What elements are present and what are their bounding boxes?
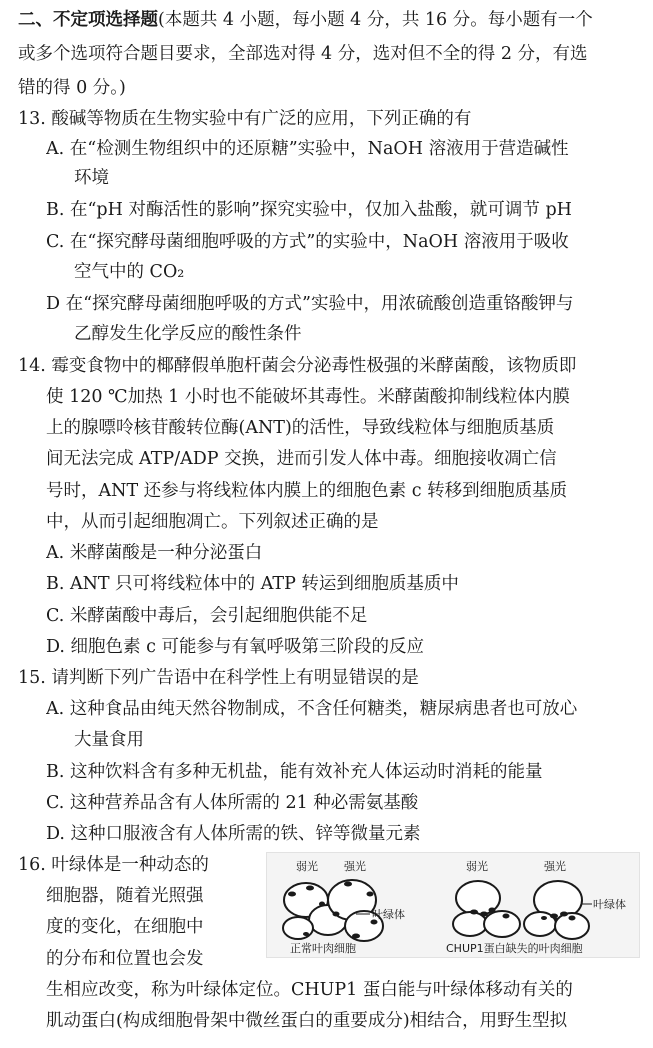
q14-stem-line-5: 号时，ANT 还参与将线粒体内膜上的细胞色素 c 转移到细胞质基质 bbox=[46, 481, 568, 501]
q13-option-b: B. 在“pH 对酶活性的影响”探究实验中，仅加入盐酸，就可调节 pH bbox=[46, 200, 572, 220]
mutant-chloroplast-label: 叶绿体 bbox=[593, 898, 626, 911]
q16-stem-line-3: 度的变化，在细胞中 bbox=[46, 917, 204, 937]
q14-option-b: B. ANT 只可将线粒体中的 ATP 转运到细胞质基质中 bbox=[46, 574, 459, 594]
q13-option-c-line-1: C. 在“探究酵母菌细胞呼吸的方式”的实验中，NaOH 溶液用于吸收 bbox=[46, 232, 569, 252]
q15-option-a-line-1: A. 这种食品由纯天然谷物制成，不含任何糖类，糖尿病患者也可放心 bbox=[46, 699, 578, 719]
q14-stem-line-4: 间无法完成 ATP/ADP 交换，进而引发人体中毒。细胞接收凋亡信 bbox=[46, 449, 557, 469]
q13-option-a-line-1: A. 在“检测生物组织中的还原糖”实验中，NaOH 溶液用于营造碱性 bbox=[46, 139, 569, 159]
q13-option-c-line-2: 空气中的 CO₂ bbox=[74, 262, 185, 282]
q15-stem: 15. 请判断下列广告语中在科学性上有明显错误的是 bbox=[18, 668, 419, 688]
q13-option-d-line-1: D 在“探究酵母菌细胞呼吸的方式”实验中，用浓硫酸创造重铬酸钾与 bbox=[46, 294, 574, 314]
q14-stem-line-1: 14. 霉变食物中的椰酵假单胞杆菌会分泌毒性极强的米酵菌酸，该物质即 bbox=[18, 356, 577, 376]
q16-stem-line-4: 的分布和位置也会发 bbox=[46, 949, 204, 969]
q14-stem-line-6: 中，从而引起细胞凋亡。下列叙述正确的是 bbox=[46, 512, 379, 532]
q14-option-d: D. 细胞色素 c 可能参与有氧呼吸第三阶段的反应 bbox=[46, 637, 424, 657]
section-instructions-3: 错的得 0 分。) bbox=[18, 78, 126, 98]
chloroplast-figure bbox=[266, 852, 640, 958]
q13-stem: 13. 酸碱等物质在生物实验中有广泛的应用，下列正确的有 bbox=[18, 109, 472, 129]
q15-option-b: B. 这种饮料含有多种无机盐，能有效补充人体运动时消耗的能量 bbox=[46, 762, 543, 782]
q15-option-c: C. 这种营养品含有人体所需的 21 种必需氨基酸 bbox=[46, 793, 419, 813]
q14-stem-line-2: 使 120 ℃加热 1 小时也不能破坏其毒性。米酵菌酸抑制线粒体内膜 bbox=[46, 387, 570, 407]
section-heading: 二、不定项选择题 bbox=[18, 10, 158, 30]
section-instructions-1: (本题共 4 小题，每小题 4 分，共 16 分。每小题有一个 bbox=[158, 10, 593, 30]
q13-option-a-line-2: 环境 bbox=[74, 168, 109, 188]
normal-strong-light-label: 强光 bbox=[344, 860, 366, 873]
q16-stem-line-5: 生相应改变，称为叶绿体定位。CHUP1 蛋白能与叶绿体移动有关的 bbox=[46, 980, 573, 1000]
chloroplast-figure-svg bbox=[266, 852, 640, 958]
normal-weak-light-label: 弱光 bbox=[296, 860, 318, 873]
q16-stem-line-1: 16. 叶绿体是一种动态的 bbox=[18, 855, 209, 875]
mutant-cell-caption: CHUP1蛋白缺失的叶肉细胞 bbox=[446, 942, 583, 955]
q14-option-a: A. 米酵菌酸是一种分泌蛋白 bbox=[46, 543, 263, 563]
q13-option-d-line-2: 乙醇发生化学反应的酸性条件 bbox=[74, 324, 302, 344]
normal-chloroplast-label: 叶绿体 bbox=[372, 908, 405, 921]
q15-option-d: D. 这种口服液含有人体所需的铁、锌等微量元素 bbox=[46, 824, 421, 844]
q14-stem-line-3: 上的腺嘌呤核苷酸转位酶(ANT)的活性，导致线粒体与细胞质基质 bbox=[46, 418, 555, 438]
normal-cell-group bbox=[283, 880, 383, 941]
normal-cell-caption: 正常叶肉细胞 bbox=[290, 942, 356, 955]
mutant-strong-light-label: 强光 bbox=[544, 860, 566, 873]
section-instructions-2: 或多个选项符合题目要求，全部选对得 4 分，选对但不全的得 2 分，有选 bbox=[18, 44, 588, 64]
q15-option-a-line-2: 大量食用 bbox=[74, 730, 144, 750]
mutant-weak-light-label: 弱光 bbox=[466, 860, 488, 873]
section-header-line-1 bbox=[18, 4, 640, 36]
q16-stem-line-6: 肌动蛋白(构成细胞骨架中微丝蛋白的重要成分)相结合，用野生型拟 bbox=[46, 1011, 568, 1031]
q14-option-c: C. 米酵菌酸中毒后，会引起细胞供能不足 bbox=[46, 606, 368, 626]
q16-stem-line-2: 细胞器，随着光照强 bbox=[46, 886, 204, 906]
